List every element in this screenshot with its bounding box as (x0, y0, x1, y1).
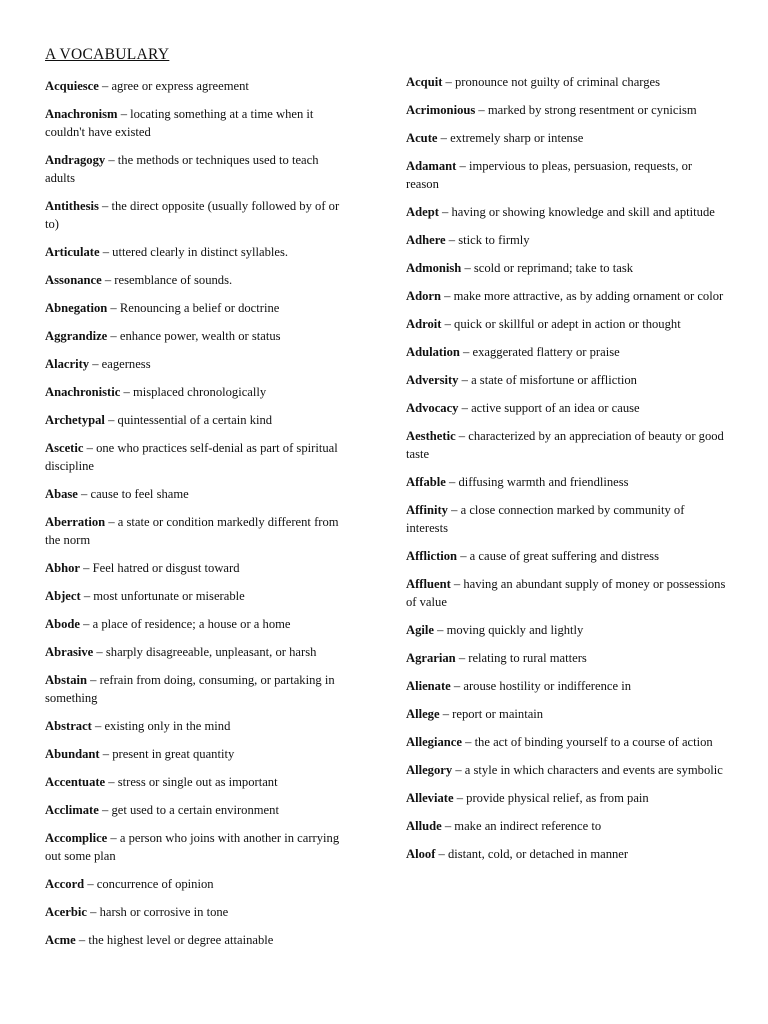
vocab-entry (45, 717, 350, 735)
vocab-definition: – relating to rural matters (455, 651, 587, 665)
vocab-term: Agile (406, 623, 434, 637)
vocab-term: Affable (406, 475, 446, 489)
vocab-entry (45, 513, 350, 549)
vocab-term: Abstain (45, 673, 87, 687)
vocab-entry (45, 77, 350, 95)
vocab-term: Accord (45, 877, 85, 891)
vocab-entry (406, 129, 726, 147)
vocab-entry (45, 559, 350, 577)
vocab-definition: – agree or express agreement (98, 79, 249, 93)
vocab-entry (45, 151, 350, 187)
vocab-entry (45, 643, 350, 661)
vocab-term: Adept (406, 205, 439, 219)
vocab-entry (406, 73, 726, 91)
vocab-definition: – the direct opposite (usually followed by of or to) (45, 199, 340, 231)
vocab-entry (45, 615, 350, 633)
vocab-definition: – a place of residence; a house or a home (80, 617, 291, 631)
vocab-term: Accentuate (45, 775, 106, 789)
vocab-definition: – a cause of great suffering and distress (457, 549, 659, 563)
vocab-term: Aberration (45, 515, 106, 529)
vocab-definition: – having an abundant supply of money or possessions of value (406, 577, 726, 609)
vocab-entry (406, 705, 726, 723)
vocab-entry (406, 371, 726, 389)
vocab-definition: – characterized by an appreciation of beauty or good taste (406, 429, 724, 461)
vocab-entry (406, 621, 726, 639)
vocab-term: Abode (45, 617, 80, 631)
vocab-definition: – make more attractive, as by adding ornament or color (441, 289, 724, 303)
vocab-term: Articulate (45, 245, 100, 259)
vocab-term: Allege (406, 707, 440, 721)
vocab-term: Ascetic (45, 441, 84, 455)
vocab-term: Adversity (406, 373, 459, 387)
vocab-entry (45, 355, 350, 373)
page-title: A VOCABULARY (45, 46, 170, 63)
vocab-entry (406, 649, 726, 667)
vocab-term: Acquit (406, 75, 443, 89)
vocab-definition: – exaggerated flattery or praise (459, 345, 620, 359)
vocab-term: Agrarian (406, 651, 456, 665)
vocab-entry (406, 101, 726, 119)
vocab-entry (406, 427, 726, 463)
vocab-term: Aloof (406, 847, 436, 861)
vocab-definition: – pronounce not guilty of criminal charges (442, 75, 661, 89)
vocab-entry (45, 299, 350, 317)
vocab-definition: – Renouncing a belief or doctrine (107, 301, 280, 315)
vocab-term: Allegiance (406, 735, 462, 749)
vocab-entry (45, 485, 350, 503)
vocab-definition: – the highest level or degree attainable (75, 933, 274, 947)
vocab-term: Adorn (406, 289, 441, 303)
vocab-entry (406, 343, 726, 361)
vocab-term: Archetypal (45, 413, 105, 427)
vocab-entry (406, 761, 726, 779)
vocab-definition: – stress or single out as important (105, 775, 278, 789)
vocab-definition: – having or showing knowledge and skill and aptitude (438, 205, 715, 219)
vocab-definition: – misplaced chronologically (120, 385, 267, 399)
vocab-definition: – quick or skillful or adept in action or thought (441, 317, 681, 331)
vocab-entry (45, 671, 350, 707)
vocab-entry (406, 231, 726, 249)
vocab-term: Abase (45, 487, 78, 501)
vocab-definition: – sharply disagreeable, unpleasant, or harsh (93, 645, 317, 659)
vocab-entry (45, 439, 350, 475)
vocab-term: Affinity (406, 503, 448, 517)
vocab-entry (406, 473, 726, 491)
vocab-term: Accomplice (45, 831, 108, 845)
vocab-entry (406, 733, 726, 751)
vocab-definition: – stick to firmly (445, 233, 530, 247)
vocab-definition: – moving quickly and lightly (433, 623, 584, 637)
vocab-definition: – existing only in the mind (91, 719, 231, 733)
vocab-definition: – active support of an idea or cause (458, 401, 640, 415)
vocab-term: Acrimonious (406, 103, 476, 117)
vocab-definition: – refrain from doing, consuming, or partaking in something (45, 673, 335, 705)
vocab-definition: – provide physical relief, as from pain (453, 791, 649, 805)
vocab-term: Alienate (406, 679, 451, 693)
vocab-definition: – eagerness (89, 357, 151, 371)
vocab-term: Adhere (406, 233, 446, 247)
vocab-term: Acerbic (45, 905, 87, 919)
vocab-term: Abrasive (45, 645, 94, 659)
vocab-entry (406, 399, 726, 417)
vocab-term: Alacrity (45, 357, 90, 371)
vocab-entry (45, 271, 350, 289)
vocab-entry (406, 501, 726, 537)
left-column (45, 77, 350, 959)
vocab-term: Affliction (406, 549, 458, 563)
vocab-entry (45, 903, 350, 921)
vocab-definition: – uttered clearly in distinct syllables. (99, 245, 289, 259)
vocab-term: Acclimate (45, 803, 99, 817)
vocab-definition: – get used to a certain environment (98, 803, 279, 817)
vocab-entry (45, 931, 350, 949)
vocab-definition: – diffusing warmth and friendliness (445, 475, 629, 489)
vocab-definition: – scold or reprimand; take to task (461, 261, 634, 275)
vocab-definition: – a state or condition markedly different from the norm (45, 515, 339, 547)
vocab-definition: – a style in which characters and events are symbolic (452, 763, 723, 777)
vocab-term: Adroit (406, 317, 442, 331)
vocab-definition: – a close connection marked by community of interests (406, 503, 685, 535)
vocab-entry (406, 547, 726, 565)
vocab-definition: – one who practices self-denial as part of spiritual discipline (45, 441, 338, 473)
vocab-entry (406, 845, 726, 863)
vocab-entry (406, 789, 726, 807)
vocab-entry (45, 773, 350, 791)
vocab-term: Acute (406, 131, 438, 145)
vocab-entry (45, 875, 350, 893)
vocab-entry (406, 287, 726, 305)
vocab-term: Anachronistic (45, 385, 121, 399)
vocab-term: Adamant (406, 159, 457, 173)
vocab-entry (406, 203, 726, 221)
vocab-term: Adulation (406, 345, 460, 359)
right-column (406, 73, 726, 873)
vocab-definition: – report or maintain (439, 707, 544, 721)
vocab-definition: – resemblance of sounds. (101, 273, 233, 287)
vocab-term: Admonish (406, 261, 462, 275)
vocab-entry (45, 411, 350, 429)
vocab-definition: – quintessential of a certain kind (104, 413, 273, 427)
vocab-term: Advocacy (406, 401, 459, 415)
vocab-entry (45, 745, 350, 763)
vocab-term: Aesthetic (406, 429, 456, 443)
vocab-term: Anachronism (45, 107, 118, 121)
vocab-definition: – marked by strong resentment or cynicism (475, 103, 697, 117)
vocab-term: Abstract (45, 719, 92, 733)
vocab-entry (406, 677, 726, 695)
vocab-definition: – harsh or corrosive in tone (86, 905, 229, 919)
vocab-term: Acquiesce (45, 79, 99, 93)
vocab-term: Alleviate (406, 791, 454, 805)
vocab-definition: – a state of misfortune or affliction (458, 373, 637, 387)
vocab-definition: – present in great quantity (99, 747, 235, 761)
vocab-definition: – most unfortunate or miserable (80, 589, 245, 603)
vocab-term: Abnegation (45, 301, 108, 315)
vocab-term: Acme (45, 933, 76, 947)
vocab-definition: – a person who joins with another in carrying out some plan (45, 831, 340, 863)
vocab-term: Allude (406, 819, 442, 833)
vocab-definition: – the act of binding yourself to a course of action (461, 735, 713, 749)
vocab-entry (45, 829, 350, 865)
vocab-entry (406, 575, 726, 611)
vocab-definition: – distant, cold, or detached in manner (435, 847, 629, 861)
vocab-term: Allegory (406, 763, 453, 777)
vocab-entry (45, 327, 350, 345)
vocab-entry (45, 243, 350, 261)
vocab-entry (45, 801, 350, 819)
vocab-entry (406, 157, 726, 193)
vocab-term: Assonance (45, 273, 102, 287)
vocab-entry (406, 315, 726, 333)
vocab-term: Antithesis (45, 199, 99, 213)
vocab-term: Abhor (45, 561, 80, 575)
vocab-definition: – locating something at a time when it couldn't have existed (45, 107, 314, 139)
vocab-entry (45, 105, 350, 141)
vocab-definition: – Feel hatred or disgust toward (80, 561, 240, 575)
vocab-entry (406, 259, 726, 277)
vocab-definition: – the methods or techniques used to teach adults (45, 153, 319, 185)
vocab-entry (45, 197, 350, 233)
vocab-entry (45, 383, 350, 401)
vocab-term: Andragogy (45, 153, 106, 167)
vocab-definition: – extremely sharp or intense (437, 131, 584, 145)
vocab-definition: – make an indirect reference to (441, 819, 602, 833)
vocab-term: Aggrandize (45, 329, 108, 343)
vocab-definition: – impervious to pleas, persuasion, requests, or reason (406, 159, 693, 191)
vocab-term: Affluent (406, 577, 451, 591)
vocab-entry (45, 587, 350, 605)
vocab-definition: – enhance power, wealth or status (107, 329, 281, 343)
vocab-term: Abject (45, 589, 81, 603)
vocab-definition: – concurrence of opinion (84, 877, 214, 891)
vocab-definition: – cause to feel shame (77, 487, 189, 501)
vocab-entry (406, 817, 726, 835)
vocab-definition: – arouse hostility or indifference in (450, 679, 632, 693)
vocab-term: Abundant (45, 747, 100, 761)
